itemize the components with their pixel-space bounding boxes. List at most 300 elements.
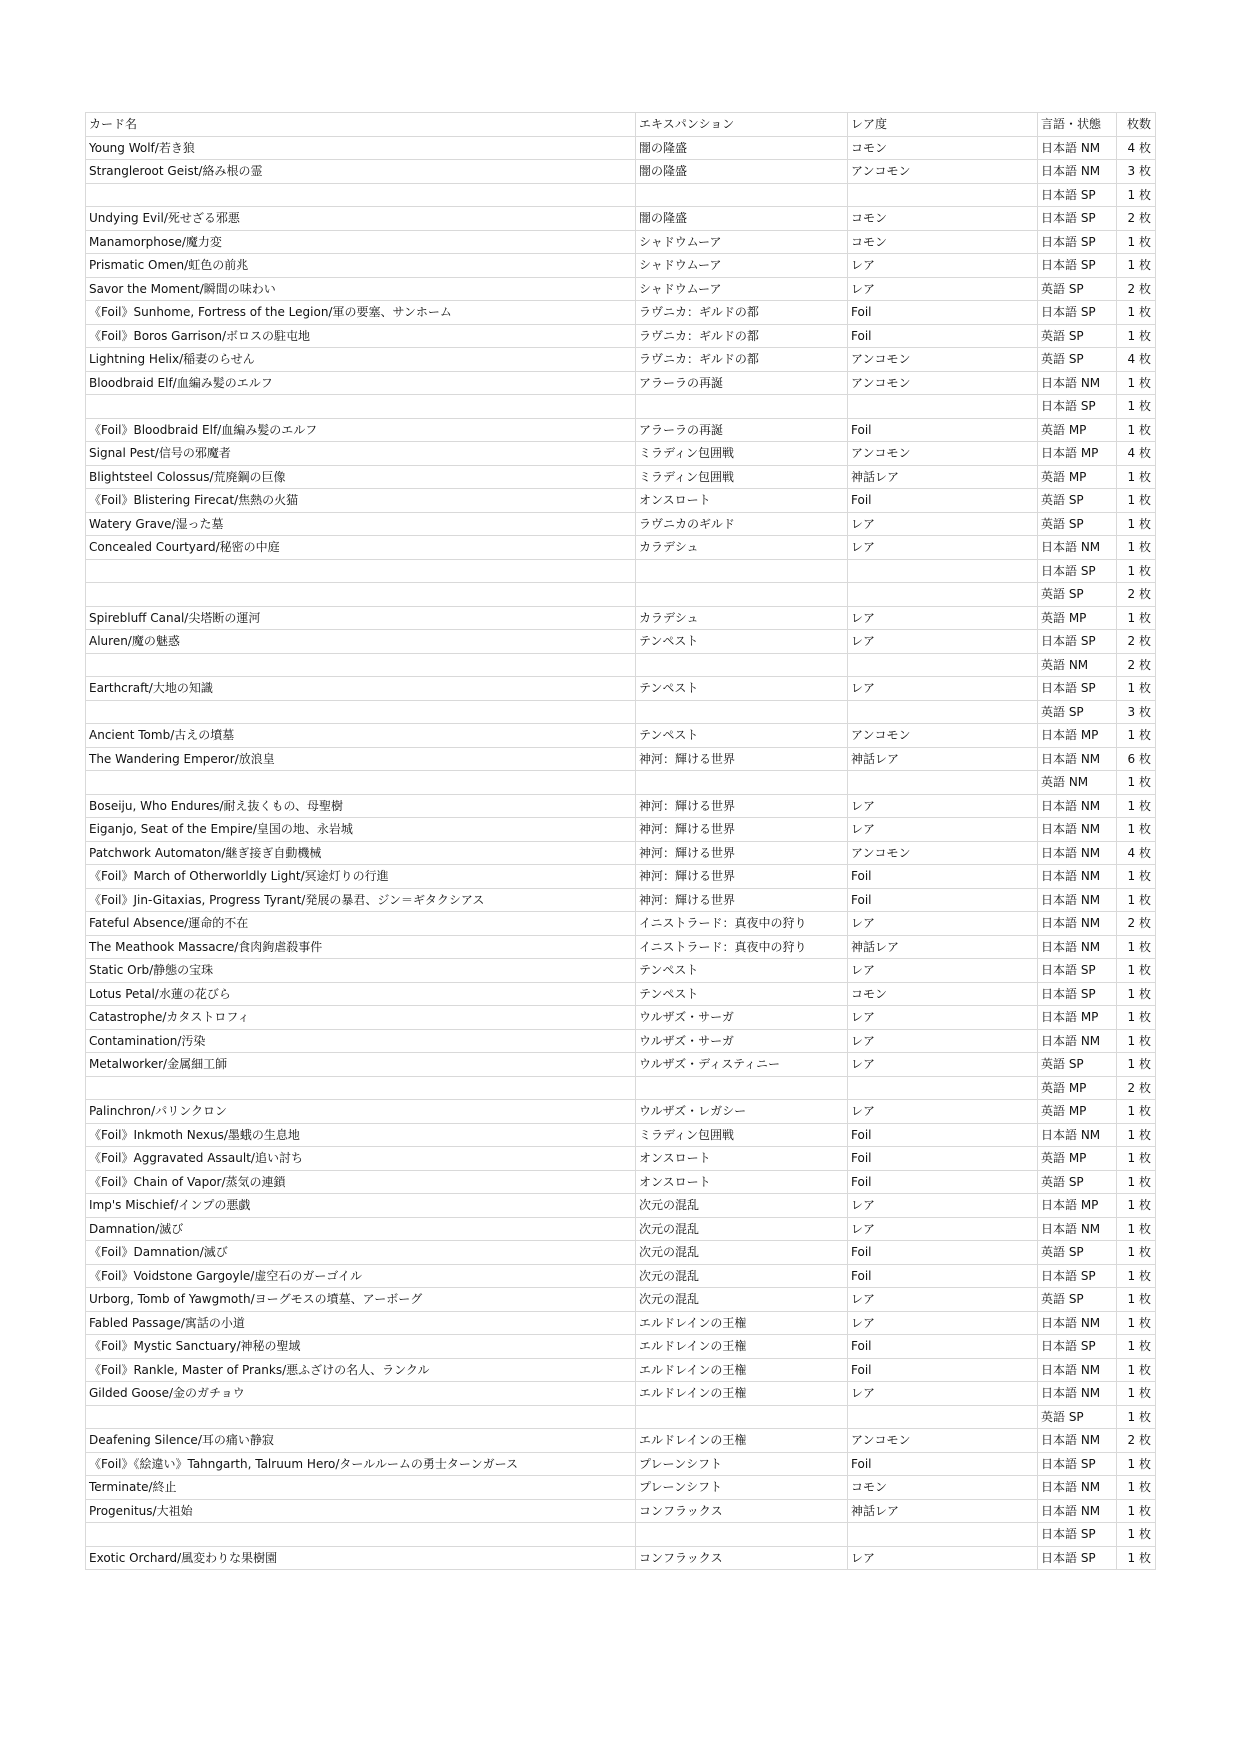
table-row <box>86 1006 1156 1030</box>
quantity-cell: 1 枚 <box>1117 536 1156 560</box>
quantity-cell: 1 枚 <box>1117 794 1156 818</box>
card-name-cell: Lotus Petal/水蓮の花びら <box>86 982 636 1006</box>
card-name-cell <box>86 1523 636 1547</box>
card-name-cell: 《Foil》Rankle, Master of Pranks/悪ふざけの名人、ランクル <box>86 1358 636 1382</box>
quantity-cell: 1 枚 <box>1117 301 1156 325</box>
language-condition-cell: 日本語 SP <box>1038 395 1117 419</box>
expansion-cell <box>636 700 848 724</box>
expansion-cell: オンスロート <box>636 1170 848 1194</box>
quantity-cell: 1 枚 <box>1117 512 1156 536</box>
expansion-cell: ミラディン包囲戦 <box>636 465 848 489</box>
quantity-cell: 1 枚 <box>1117 1100 1156 1124</box>
card-name-cell <box>86 1076 636 1100</box>
language-condition-cell: 日本語 NM <box>1038 747 1117 771</box>
header-expansion: エキスパンション <box>636 113 848 137</box>
language-condition-cell: 日本語 NM <box>1038 1358 1117 1382</box>
card-inventory-table <box>85 112 1156 1570</box>
rarity-cell: レア <box>848 606 1038 630</box>
language-condition-cell: 日本語 SP <box>1038 559 1117 583</box>
card-name-cell: Fateful Absence/運命的不在 <box>86 912 636 936</box>
table-row <box>86 653 1156 677</box>
expansion-cell: オンスロート <box>636 489 848 513</box>
table-row <box>86 912 1156 936</box>
expansion-cell: テンペスト <box>636 982 848 1006</box>
expansion-cell: 次元の混乱 <box>636 1194 848 1218</box>
card-name-cell: The Meathook Massacre/食肉鉤虐殺事件 <box>86 935 636 959</box>
language-condition-cell: 日本語 SP <box>1038 1264 1117 1288</box>
card-name-cell <box>86 771 636 795</box>
table-row <box>86 841 1156 865</box>
quantity-cell: 2 枚 <box>1117 207 1156 231</box>
table-row <box>86 700 1156 724</box>
rarity-cell: Foil <box>848 418 1038 442</box>
language-condition-cell: 英語 SP <box>1038 583 1117 607</box>
expansion-cell <box>636 183 848 207</box>
expansion-cell: 神河：輝ける世界 <box>636 747 848 771</box>
language-condition-cell: 日本語 NM <box>1038 1476 1117 1500</box>
table-row <box>86 1123 1156 1147</box>
quantity-cell: 1 枚 <box>1117 959 1156 983</box>
card-name-cell: 《Foil》Bloodbraid Elf/血編み髪のエルフ <box>86 418 636 442</box>
rarity-cell <box>848 771 1038 795</box>
card-name-cell: Boseiju, Who Endures/耐え抜くもの、母聖樹 <box>86 794 636 818</box>
language-condition-cell: 英語 NM <box>1038 771 1117 795</box>
rarity-cell: レア <box>848 794 1038 818</box>
quantity-cell: 1 枚 <box>1117 1170 1156 1194</box>
rarity-cell: レア <box>848 959 1038 983</box>
table-row <box>86 771 1156 795</box>
card-name-cell: 《Foil》Mystic Sanctuary/神秘の聖域 <box>86 1335 636 1359</box>
table-row <box>86 1147 1156 1171</box>
expansion-cell: 神河：輝ける世界 <box>636 794 848 818</box>
table-row <box>86 207 1156 231</box>
quantity-cell: 4 枚 <box>1117 348 1156 372</box>
expansion-cell: ラヴニカのギルド <box>636 512 848 536</box>
rarity-cell: コモン <box>848 230 1038 254</box>
quantity-cell: 1 枚 <box>1117 1053 1156 1077</box>
expansion-cell <box>636 583 848 607</box>
expansion-cell: 闇の隆盛 <box>636 207 848 231</box>
language-condition-cell: 日本語 NM <box>1038 912 1117 936</box>
quantity-cell: 1 枚 <box>1117 418 1156 442</box>
card-name-cell: Static Orb/静態の宝珠 <box>86 959 636 983</box>
quantity-cell: 1 枚 <box>1117 1029 1156 1053</box>
expansion-cell: 次元の混乱 <box>636 1217 848 1241</box>
quantity-cell: 1 枚 <box>1117 606 1156 630</box>
table-row <box>86 630 1156 654</box>
table-row <box>86 1546 1156 1570</box>
table-row <box>86 1311 1156 1335</box>
language-condition-cell: 英語 MP <box>1038 1147 1117 1171</box>
table-row <box>86 677 1156 701</box>
language-condition-cell: 英語 MP <box>1038 1100 1117 1124</box>
card-name-cell <box>86 559 636 583</box>
rarity-cell: 神話レア <box>848 1499 1038 1523</box>
table-row <box>86 959 1156 983</box>
table-row <box>86 1194 1156 1218</box>
expansion-cell: テンペスト <box>636 959 848 983</box>
rarity-cell: Foil <box>848 865 1038 889</box>
table-row <box>86 183 1156 207</box>
card-name-cell: Fabled Passage/寓話の小道 <box>86 1311 636 1335</box>
rarity-cell: アンコモン <box>848 371 1038 395</box>
card-name-cell: Spirebluff Canal/尖塔断の運河 <box>86 606 636 630</box>
expansion-cell: テンペスト <box>636 677 848 701</box>
quantity-cell: 1 枚 <box>1117 230 1156 254</box>
card-name-cell: Patchwork Automaton/継ぎ接ぎ自動機械 <box>86 841 636 865</box>
expansion-cell: テンペスト <box>636 724 848 748</box>
rarity-cell: Foil <box>848 1335 1038 1359</box>
table-row <box>86 606 1156 630</box>
language-condition-cell: 日本語 NM <box>1038 1123 1117 1147</box>
expansion-cell: カラデシュ <box>636 536 848 560</box>
expansion-cell: ラヴニカ：ギルドの都 <box>636 348 848 372</box>
language-condition-cell: 日本語 NM <box>1038 1429 1117 1453</box>
quantity-cell: 1 枚 <box>1117 371 1156 395</box>
language-condition-cell: 英語 SP <box>1038 1053 1117 1077</box>
rarity-cell: Foil <box>848 324 1038 348</box>
card-name-cell: Palinchron/パリンクロン <box>86 1100 636 1124</box>
expansion-cell: シャドウムーア <box>636 230 848 254</box>
table-row <box>86 583 1156 607</box>
language-condition-cell: 日本語 MP <box>1038 1006 1117 1030</box>
rarity-cell <box>848 1076 1038 1100</box>
quantity-cell: 1 枚 <box>1117 1523 1156 1547</box>
rarity-cell: レア <box>848 1194 1038 1218</box>
language-condition-cell: 日本語 SP <box>1038 959 1117 983</box>
rarity-cell: アンコモン <box>848 841 1038 865</box>
expansion-cell: ラヴニカ：ギルドの都 <box>636 301 848 325</box>
expansion-cell: 次元の混乱 <box>636 1288 848 1312</box>
rarity-cell <box>848 653 1038 677</box>
expansion-cell: ウルザズ・サーガ <box>636 1029 848 1053</box>
table-row <box>86 442 1156 466</box>
quantity-cell: 1 枚 <box>1117 1217 1156 1241</box>
language-condition-cell: 日本語 NM <box>1038 371 1117 395</box>
quantity-cell: 1 枚 <box>1117 1382 1156 1406</box>
expansion-cell: エルドレインの王権 <box>636 1335 848 1359</box>
card-name-cell: Earthcraft/大地の知識 <box>86 677 636 701</box>
card-name-cell <box>86 653 636 677</box>
expansion-cell: イニストラード：真夜中の狩り <box>636 912 848 936</box>
rarity-cell: Foil <box>848 301 1038 325</box>
table-row <box>86 794 1156 818</box>
table-row <box>86 1476 1156 1500</box>
rarity-cell: Foil <box>848 1358 1038 1382</box>
rarity-cell: Foil <box>848 1264 1038 1288</box>
quantity-cell: 1 枚 <box>1117 1241 1156 1265</box>
card-name-cell: 《Foil》Voidstone Gargoyle/虚空石のガーゴイル <box>86 1264 636 1288</box>
expansion-cell: エルドレインの王権 <box>636 1429 848 1453</box>
rarity-cell: コモン <box>848 1476 1038 1500</box>
language-condition-cell: 日本語 NM <box>1038 1311 1117 1335</box>
expansion-cell <box>636 395 848 419</box>
quantity-cell: 2 枚 <box>1117 630 1156 654</box>
expansion-cell: 次元の混乱 <box>636 1264 848 1288</box>
language-condition-cell: 日本語 NM <box>1038 935 1117 959</box>
language-condition-cell: 英語 SP <box>1038 277 1117 301</box>
table-row <box>86 1264 1156 1288</box>
table-row <box>86 348 1156 372</box>
expansion-cell <box>636 1405 848 1429</box>
language-condition-cell: 日本語 SP <box>1038 1546 1117 1570</box>
card-name-cell: Urborg, Tomb of Yawgmoth/ヨーグモスの墳墓、アーボーグ <box>86 1288 636 1312</box>
rarity-cell: レア <box>848 1006 1038 1030</box>
expansion-cell: アラーラの再誕 <box>636 418 848 442</box>
language-condition-cell: 英語 NM <box>1038 653 1117 677</box>
quantity-cell: 2 枚 <box>1117 912 1156 936</box>
expansion-cell: カラデシュ <box>636 606 848 630</box>
table-row <box>86 277 1156 301</box>
language-condition-cell: 日本語 SP <box>1038 183 1117 207</box>
table-row <box>86 371 1156 395</box>
card-name-cell: Terminate/終止 <box>86 1476 636 1500</box>
expansion-cell <box>636 1076 848 1100</box>
rarity-cell: Foil <box>848 1170 1038 1194</box>
table-row <box>86 865 1156 889</box>
card-name-cell: Catastrophe/カタストロフィ <box>86 1006 636 1030</box>
language-condition-cell: 日本語 SP <box>1038 254 1117 278</box>
quantity-cell: 1 枚 <box>1117 888 1156 912</box>
card-name-cell: Contamination/汚染 <box>86 1029 636 1053</box>
card-name-cell: 《Foil》Damnation/滅び <box>86 1241 636 1265</box>
expansion-cell: ウルザズ・サーガ <box>636 1006 848 1030</box>
language-condition-cell: 日本語 NM <box>1038 818 1117 842</box>
quantity-cell: 2 枚 <box>1117 1429 1156 1453</box>
language-condition-cell: 日本語 SP <box>1038 677 1117 701</box>
quantity-cell: 1 枚 <box>1117 771 1156 795</box>
language-condition-cell: 英語 SP <box>1038 324 1117 348</box>
table-row <box>86 395 1156 419</box>
expansion-cell: 神河：輝ける世界 <box>636 818 848 842</box>
card-name-cell <box>86 395 636 419</box>
table-row <box>86 1405 1156 1429</box>
table-row <box>86 1429 1156 1453</box>
quantity-cell: 1 枚 <box>1117 865 1156 889</box>
card-name-cell: Progenitus/大祖始 <box>86 1499 636 1523</box>
rarity-cell: 神話レア <box>848 747 1038 771</box>
card-name-cell: Young Wolf/若き狼 <box>86 136 636 160</box>
table-row <box>86 818 1156 842</box>
quantity-cell: 3 枚 <box>1117 160 1156 184</box>
table-row <box>86 254 1156 278</box>
rarity-cell: レア <box>848 1029 1038 1053</box>
quantity-cell: 4 枚 <box>1117 841 1156 865</box>
rarity-cell: レア <box>848 630 1038 654</box>
language-condition-cell: 英語 SP <box>1038 1241 1117 1265</box>
card-name-cell: Signal Pest/信号の邪魔者 <box>86 442 636 466</box>
rarity-cell: アンコモン <box>848 160 1038 184</box>
expansion-cell: 次元の混乱 <box>636 1241 848 1265</box>
card-name-cell: The Wandering Emperor/放浪皇 <box>86 747 636 771</box>
language-condition-cell: 英語 SP <box>1038 489 1117 513</box>
quantity-cell: 2 枚 <box>1117 1076 1156 1100</box>
header-quantity: 枚数 <box>1117 113 1156 137</box>
quantity-cell: 1 枚 <box>1117 1194 1156 1218</box>
language-condition-cell: 日本語 SP <box>1038 1452 1117 1476</box>
table-row <box>86 1100 1156 1124</box>
expansion-cell: プレーンシフト <box>636 1452 848 1476</box>
card-name-cell: Damnation/滅び <box>86 1217 636 1241</box>
card-name-cell: Eiganjo, Seat of the Empire/皇国の地、永岩城 <box>86 818 636 842</box>
language-condition-cell: 日本語 SP <box>1038 207 1117 231</box>
rarity-cell: コモン <box>848 207 1038 231</box>
quantity-cell: 1 枚 <box>1117 1288 1156 1312</box>
language-condition-cell: 英語 SP <box>1038 700 1117 724</box>
language-condition-cell: 英語 SP <box>1038 1170 1117 1194</box>
rarity-cell <box>848 183 1038 207</box>
rarity-cell: Foil <box>848 489 1038 513</box>
rarity-cell: レア <box>848 254 1038 278</box>
card-name-cell: 《Foil》Boros Garrison/ボロスの駐屯地 <box>86 324 636 348</box>
language-condition-cell: 日本語 NM <box>1038 136 1117 160</box>
language-condition-cell: 日本語 NM <box>1038 865 1117 889</box>
rarity-cell: レア <box>848 818 1038 842</box>
card-name-cell: Ancient Tomb/古えの墳墓 <box>86 724 636 748</box>
expansion-cell <box>636 559 848 583</box>
rarity-cell: レア <box>848 536 1038 560</box>
quantity-cell: 1 枚 <box>1117 1358 1156 1382</box>
language-condition-cell: 日本語 NM <box>1038 1029 1117 1053</box>
table-row <box>86 230 1156 254</box>
rarity-cell <box>848 1523 1038 1547</box>
table-row <box>86 1335 1156 1359</box>
language-condition-cell: 日本語 MP <box>1038 442 1117 466</box>
rarity-cell: レア <box>848 1311 1038 1335</box>
expansion-cell: シャドウムーア <box>636 277 848 301</box>
language-condition-cell: 日本語 NM <box>1038 1499 1117 1523</box>
card-name-cell: Exotic Orchard/風変わりな果樹園 <box>86 1546 636 1570</box>
language-condition-cell: 日本語 NM <box>1038 536 1117 560</box>
table-row <box>86 1029 1156 1053</box>
quantity-cell: 1 枚 <box>1117 395 1156 419</box>
language-condition-cell: 日本語 SP <box>1038 1523 1117 1547</box>
rarity-cell: アンコモン <box>848 724 1038 748</box>
quantity-cell: 4 枚 <box>1117 442 1156 466</box>
table-row <box>86 747 1156 771</box>
language-condition-cell: 日本語 NM <box>1038 841 1117 865</box>
expansion-cell: ミラディン包囲戦 <box>636 442 848 466</box>
expansion-cell: シャドウムーア <box>636 254 848 278</box>
rarity-cell: コモン <box>848 136 1038 160</box>
quantity-cell: 2 枚 <box>1117 277 1156 301</box>
table-row <box>86 536 1156 560</box>
card-name-cell: Watery Grave/湿った墓 <box>86 512 636 536</box>
table-row <box>86 982 1156 1006</box>
quantity-cell: 1 枚 <box>1117 1405 1156 1429</box>
card-name-cell: Aluren/魔の魅惑 <box>86 630 636 654</box>
expansion-cell: 闇の隆盛 <box>636 136 848 160</box>
table-row <box>86 1499 1156 1523</box>
card-name-cell: Bloodbraid Elf/血編み髪のエルフ <box>86 371 636 395</box>
header-language-condition: 言語・状態 <box>1038 113 1117 137</box>
language-condition-cell: 日本語 SP <box>1038 1335 1117 1359</box>
table-row <box>86 301 1156 325</box>
table-row <box>86 559 1156 583</box>
quantity-cell: 1 枚 <box>1117 1264 1156 1288</box>
table-row <box>86 418 1156 442</box>
language-condition-cell: 日本語 SP <box>1038 301 1117 325</box>
table-row <box>86 512 1156 536</box>
rarity-cell <box>848 395 1038 419</box>
quantity-cell: 1 枚 <box>1117 1006 1156 1030</box>
expansion-cell: エルドレインの王権 <box>636 1382 848 1406</box>
expansion-cell <box>636 1523 848 1547</box>
quantity-cell: 1 枚 <box>1117 677 1156 701</box>
quantity-cell: 1 枚 <box>1117 982 1156 1006</box>
card-name-cell: Strangleroot Geist/絡み根の霊 <box>86 160 636 184</box>
language-condition-cell: 英語 MP <box>1038 606 1117 630</box>
quantity-cell: 1 枚 <box>1117 254 1156 278</box>
language-condition-cell: 日本語 NM <box>1038 888 1117 912</box>
language-condition-cell: 英語 SP <box>1038 1405 1117 1429</box>
rarity-cell: Foil <box>848 1147 1038 1171</box>
language-condition-cell: 日本語 SP <box>1038 630 1117 654</box>
table-row <box>86 324 1156 348</box>
card-name-cell: Concealed Courtyard/秘密の中庭 <box>86 536 636 560</box>
rarity-cell: レア <box>848 1217 1038 1241</box>
language-condition-cell: 日本語 MP <box>1038 1194 1117 1218</box>
rarity-cell: レア <box>848 1382 1038 1406</box>
card-name-cell: Blightsteel Colossus/荒廃鋼の巨像 <box>86 465 636 489</box>
quantity-cell: 1 枚 <box>1117 465 1156 489</box>
language-condition-cell: 日本語 NM <box>1038 1217 1117 1241</box>
header-row <box>86 113 1156 137</box>
rarity-cell: レア <box>848 912 1038 936</box>
rarity-cell: アンコモン <box>848 442 1038 466</box>
expansion-cell: ウルザズ・レガシー <box>636 1100 848 1124</box>
rarity-cell: Foil <box>848 888 1038 912</box>
card-name-cell: Manamorphose/魔力変 <box>86 230 636 254</box>
quantity-cell: 1 枚 <box>1117 489 1156 513</box>
rarity-cell: レア <box>848 512 1038 536</box>
card-name-cell: 《Foil》March of Otherworldly Light/冥途灯りの行進 <box>86 865 636 889</box>
expansion-cell: ウルザズ・ディスティニー <box>636 1053 848 1077</box>
rarity-cell: 神話レア <box>848 935 1038 959</box>
quantity-cell: 1 枚 <box>1117 1147 1156 1171</box>
card-name-cell: 《Foil》Jin-Gitaxias, Progress Tyrant/発展の暴君、ジン＝ギタクシアス <box>86 888 636 912</box>
language-condition-cell: 日本語 NM <box>1038 160 1117 184</box>
rarity-cell: レア <box>848 1546 1038 1570</box>
table-row <box>86 935 1156 959</box>
table-row <box>86 160 1156 184</box>
expansion-cell: ミラディン包囲戦 <box>636 1123 848 1147</box>
table-row <box>86 136 1156 160</box>
expansion-cell <box>636 771 848 795</box>
quantity-cell: 1 枚 <box>1117 559 1156 583</box>
table-row <box>86 1217 1156 1241</box>
language-condition-cell: 英語 SP <box>1038 348 1117 372</box>
rarity-cell: Foil <box>848 1241 1038 1265</box>
table-row <box>86 465 1156 489</box>
card-name-cell: 《Foil》Sunhome, Fortress of the Legion/軍の要塞、サンホーム <box>86 301 636 325</box>
quantity-cell: 3 枚 <box>1117 700 1156 724</box>
header-card-name: カード名 <box>86 113 636 137</box>
card-name-cell: Imp's Mischief/インプの悪戯 <box>86 1194 636 1218</box>
expansion-cell: オンスロート <box>636 1147 848 1171</box>
table-row <box>86 1382 1156 1406</box>
quantity-cell: 2 枚 <box>1117 653 1156 677</box>
rarity-cell: Foil <box>848 1452 1038 1476</box>
language-condition-cell: 英語 MP <box>1038 1076 1117 1100</box>
table-row <box>86 489 1156 513</box>
rarity-cell: 神話レア <box>848 465 1038 489</box>
language-condition-cell: 日本語 MP <box>1038 724 1117 748</box>
table-row <box>86 1288 1156 1312</box>
table-row <box>86 1523 1156 1547</box>
card-name-cell <box>86 700 636 724</box>
card-name-cell <box>86 183 636 207</box>
